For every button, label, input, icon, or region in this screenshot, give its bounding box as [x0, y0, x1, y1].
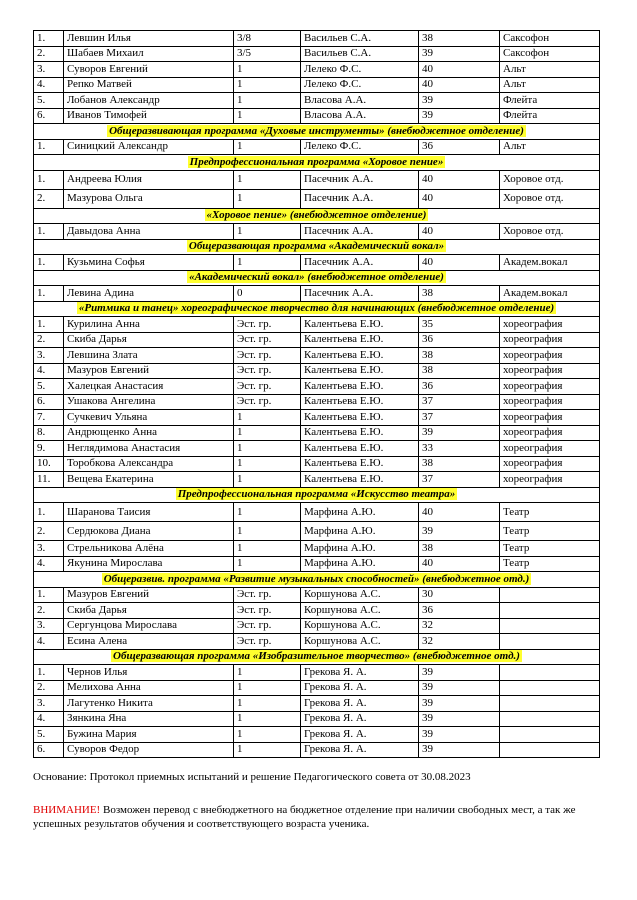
student-name-cell: Ушакова Ангелина [64, 394, 234, 410]
specialty-cell: Театр [500, 503, 600, 522]
row-number-cell: 1. [34, 224, 64, 240]
section-title: Предпрофессиональная программа «Хоровое пение» [189, 155, 444, 168]
specialty-cell [500, 742, 600, 758]
teacher-cell: Калентьева Е.Ю. [301, 317, 419, 333]
student-name-cell: Есина Алена [64, 634, 234, 650]
table-row [34, 742, 600, 758]
section-header-cell [34, 487, 600, 503]
specialty-cell [500, 665, 600, 681]
table-row [34, 727, 600, 743]
table-row [34, 379, 600, 395]
row-number-cell: 7. [34, 410, 64, 426]
score-cell: 38 [419, 456, 500, 472]
row-number-cell: 6. [34, 394, 64, 410]
specialty-cell: Флейта [500, 108, 600, 124]
score-cell: 40 [419, 170, 500, 189]
score-cell: 39 [419, 680, 500, 696]
score-cell: 38 [419, 363, 500, 379]
score-cell: 39 [419, 727, 500, 743]
teacher-cell: Грекова Я. А. [301, 680, 419, 696]
teacher-cell: Грекова Я. А. [301, 727, 419, 743]
specialty-cell: Хоровое отд. [500, 189, 600, 208]
student-name-cell: Зянкина Яна [64, 711, 234, 727]
student-name-cell: Шаранова Таисия [64, 503, 234, 522]
specialty-cell: Саксофон [500, 31, 600, 47]
table-row [34, 425, 600, 441]
specialty-cell [500, 680, 600, 696]
row-number-cell: 1. [34, 587, 64, 603]
row-number-cell: 5. [34, 379, 64, 395]
row-number-cell: 6. [34, 742, 64, 758]
grade-cell: Эст. гр. [234, 618, 301, 634]
grade-cell: 1 [234, 62, 301, 78]
student-name-cell: Курилина Анна [64, 317, 234, 333]
row-number-cell: 2. [34, 603, 64, 619]
grade-cell: 1 [234, 711, 301, 727]
row-number-cell: 2. [34, 332, 64, 348]
specialty-cell [500, 727, 600, 743]
table-row [34, 394, 600, 410]
row-number-cell: 3. [34, 618, 64, 634]
student-name-cell: Левина Адина [64, 286, 234, 302]
teacher-cell: Марфина А.Ю. [301, 556, 419, 572]
grade-cell: 1 [234, 139, 301, 155]
student-name-cell: Сердюкова Диана [64, 522, 234, 541]
table-row [34, 170, 600, 189]
score-cell: 38 [419, 31, 500, 47]
specialty-cell [500, 696, 600, 712]
grade-cell: 1 [234, 456, 301, 472]
teacher-cell: Пасечник А.А. [301, 170, 419, 189]
score-cell: 38 [419, 541, 500, 557]
row-number-cell: 1. [34, 170, 64, 189]
section-header-row [34, 487, 600, 503]
teacher-cell: Калентьева Е.Ю. [301, 348, 419, 364]
score-cell: 36 [419, 139, 500, 155]
teacher-cell: Васильев С.А. [301, 46, 419, 62]
score-cell: 37 [419, 472, 500, 488]
grade-cell: 1 [234, 696, 301, 712]
score-cell: 40 [419, 77, 500, 93]
specialty-cell [500, 603, 600, 619]
score-cell: 32 [419, 618, 500, 634]
student-name-cell: Мелихова Анна [64, 680, 234, 696]
teacher-cell: Калентьева Е.Ю. [301, 363, 419, 379]
student-name-cell: Синицкий Александр [64, 139, 234, 155]
teacher-cell: Коршунова А.С. [301, 634, 419, 650]
section-title: Общеразвающая программа «Изобразительное творчество» (внебюджетное отд.) [113, 650, 520, 663]
student-name-cell: Андрющенко Анна [64, 425, 234, 441]
teacher-cell: Власова А.А. [301, 93, 419, 109]
row-number-cell: 5. [34, 727, 64, 743]
score-cell: 39 [419, 665, 500, 681]
score-cell: 36 [419, 379, 500, 395]
table-row [34, 665, 600, 681]
row-number-cell: 3. [34, 62, 64, 78]
grade-cell: 1 [234, 665, 301, 681]
specialty-cell: хореография [500, 363, 600, 379]
row-number-cell: 1. [34, 139, 64, 155]
table-row [34, 618, 600, 634]
student-name-cell: Чернов Илья [64, 665, 234, 681]
score-cell: 40 [419, 255, 500, 271]
table-row [34, 541, 600, 557]
admission-list [33, 30, 599, 758]
row-number-cell: 3. [34, 696, 64, 712]
teacher-cell: Калентьева Е.Ю. [301, 472, 419, 488]
section-header-row [34, 649, 600, 665]
section-title: Общеразвивающая программа «Духовые инструменты» (внебюджетное отделение) [109, 124, 524, 137]
section-title: «Академический вокал» (внебюджетное отделение) [189, 271, 444, 284]
specialty-cell: хореография [500, 425, 600, 441]
row-number-cell: 9. [34, 441, 64, 457]
table-row [34, 286, 600, 302]
table-row [34, 680, 600, 696]
section-header-row [34, 208, 600, 224]
score-cell: 39 [419, 46, 500, 62]
section-header-cell [34, 270, 600, 286]
grade-cell: Эст. гр. [234, 394, 301, 410]
grade-cell: 1 [234, 680, 301, 696]
specialty-cell: Театр [500, 556, 600, 572]
table-row [34, 363, 600, 379]
score-cell: 39 [419, 522, 500, 541]
specialty-cell: Хоровое отд. [500, 170, 600, 189]
teacher-cell: Калентьева Е.Ю. [301, 425, 419, 441]
row-number-cell: 3. [34, 348, 64, 364]
score-cell: 36 [419, 603, 500, 619]
specialty-cell: Академ.вокал [500, 286, 600, 302]
section-title: Общеразвающая программа «Академический вокал» [188, 240, 445, 253]
grade-cell: 1 [234, 727, 301, 743]
specialty-cell: хореография [500, 379, 600, 395]
specialty-cell: хореография [500, 317, 600, 333]
score-cell: 40 [419, 62, 500, 78]
grade-cell: 1 [234, 255, 301, 271]
teacher-cell: Калентьева Е.Ю. [301, 441, 419, 457]
table-row [34, 224, 600, 240]
teacher-cell: Грекова Я. А. [301, 696, 419, 712]
grade-cell: 1 [234, 441, 301, 457]
specialty-cell: Театр [500, 541, 600, 557]
teacher-cell: Коршунова А.С. [301, 603, 419, 619]
specialty-cell: хореография [500, 456, 600, 472]
grade-cell: Эст. гр. [234, 317, 301, 333]
table-row [34, 503, 600, 522]
row-number-cell: 2. [34, 680, 64, 696]
score-cell: 39 [419, 742, 500, 758]
specialty-cell: Хоровое отд. [500, 224, 600, 240]
specialty-cell: хореография [500, 394, 600, 410]
score-cell: 33 [419, 441, 500, 457]
section-header-cell [34, 124, 600, 140]
table-row [34, 587, 600, 603]
teacher-cell: Грекова Я. А. [301, 665, 419, 681]
student-name-cell: Лобанов Александр [64, 93, 234, 109]
teacher-cell: Марфина А.Ю. [301, 522, 419, 541]
student-name-cell: Торобкова Александра [64, 456, 234, 472]
section-header-row [34, 301, 600, 317]
section-header-cell [34, 155, 600, 171]
basis-note: Основание: Протокол приемных испытаний и решение Педагогического совета от 30.08.2023 [33, 771, 471, 783]
specialty-cell: Саксофон [500, 46, 600, 62]
row-number-cell: 5. [34, 93, 64, 109]
table-row [34, 711, 600, 727]
section-header-cell [34, 301, 600, 317]
grade-cell: 1 [234, 77, 301, 93]
score-cell: 39 [419, 425, 500, 441]
table-row [34, 441, 600, 457]
score-cell: 40 [419, 189, 500, 208]
row-number-cell: 4. [34, 711, 64, 727]
score-cell: 37 [419, 394, 500, 410]
table-row [34, 456, 600, 472]
grade-cell: 1 [234, 742, 301, 758]
grade-cell: 3/5 [234, 46, 301, 62]
teacher-cell: Лелеко Ф.С. [301, 139, 419, 155]
table-row [34, 410, 600, 426]
teacher-cell: Марфина А.Ю. [301, 503, 419, 522]
grade-cell: 1 [234, 503, 301, 522]
row-number-cell: 3. [34, 541, 64, 557]
table-row [34, 255, 600, 271]
teacher-cell: Калентьева Е.Ю. [301, 410, 419, 426]
teacher-cell: Пасечник А.А. [301, 255, 419, 271]
student-name-cell: Неглядимова Анастасия [64, 441, 234, 457]
grade-cell: 1 [234, 189, 301, 208]
score-cell: 39 [419, 696, 500, 712]
grade-cell: 1 [234, 108, 301, 124]
grade-cell: 1 [234, 541, 301, 557]
student-name-cell: Андреева Юлия [64, 170, 234, 189]
specialty-cell: хореография [500, 441, 600, 457]
grade-cell: 1 [234, 170, 301, 189]
grade-cell: Эст. гр. [234, 332, 301, 348]
teacher-cell: Пасечник А.А. [301, 286, 419, 302]
student-name-cell: Сергунцова Мирослава [64, 618, 234, 634]
row-number-cell: 10. [34, 456, 64, 472]
specialty-cell: Альт [500, 139, 600, 155]
specialty-cell: Альт [500, 62, 600, 78]
student-name-cell: Якунина Мирослава [64, 556, 234, 572]
table-row [34, 332, 600, 348]
student-name-cell: Сучкевич Ульяна [64, 410, 234, 426]
row-number-cell: 4. [34, 556, 64, 572]
table-row [34, 603, 600, 619]
teacher-cell: Калентьева Е.Ю. [301, 394, 419, 410]
teacher-cell: Калентьева Е.Ю. [301, 332, 419, 348]
student-name-cell: Скиба Дарья [64, 603, 234, 619]
score-cell: 39 [419, 93, 500, 109]
grade-cell: Эст. гр. [234, 363, 301, 379]
section-header-row [34, 239, 600, 255]
specialty-cell: Театр [500, 522, 600, 541]
section-header-cell [34, 649, 600, 665]
row-number-cell: 4. [34, 77, 64, 93]
student-name-cell: Репко Матвей [64, 77, 234, 93]
warning-note [33, 803, 603, 831]
teacher-cell: Коршунова А.С. [301, 618, 419, 634]
section-header-cell [34, 572, 600, 588]
teacher-cell: Власова А.А. [301, 108, 419, 124]
table-row [34, 348, 600, 364]
student-name-cell: Халецкая Анастасия [64, 379, 234, 395]
grade-cell: Эст. гр. [234, 348, 301, 364]
teacher-cell: Калентьева Е.Ю. [301, 379, 419, 395]
row-number-cell: 1. [34, 255, 64, 271]
specialty-cell [500, 634, 600, 650]
row-number-cell: 11. [34, 472, 64, 488]
student-name-cell: Стрельникова Алёна [64, 541, 234, 557]
table-row [34, 522, 600, 541]
table-row [34, 634, 600, 650]
specialty-cell: хореография [500, 472, 600, 488]
score-cell: 38 [419, 286, 500, 302]
student-name-cell: Иванов Тимофей [64, 108, 234, 124]
row-number-cell: 1. [34, 665, 64, 681]
specialty-cell: хореография [500, 332, 600, 348]
row-number-cell: 1. [34, 286, 64, 302]
section-title: «Ритмика и танец» хореографическое творчество для начинающих (внебюджетное отделение) [78, 302, 555, 315]
row-number-cell: 2. [34, 522, 64, 541]
table-row [34, 31, 600, 47]
warning-label: ВНИМАНИЕ! [33, 804, 101, 816]
student-name-cell: Шабаев Михаил [64, 46, 234, 62]
grade-cell: 1 [234, 224, 301, 240]
student-name-cell: Скиба Дарья [64, 332, 234, 348]
student-name-cell: Мазуров Евгений [64, 587, 234, 603]
grade-cell: 3/8 [234, 31, 301, 47]
score-cell: 32 [419, 634, 500, 650]
specialty-cell: Академ.вокал [500, 255, 600, 271]
score-cell: 30 [419, 587, 500, 603]
row-number-cell: 8. [34, 425, 64, 441]
table-row [34, 62, 600, 78]
teacher-cell: Васильев С.А. [301, 31, 419, 47]
grade-cell: Эст. гр. [234, 634, 301, 650]
score-cell: 38 [419, 348, 500, 364]
table-row [34, 139, 600, 155]
warning-text: Возможен перевод с внебюджетного на бюджетное отделение при наличии свободных мест, а так же успешных результатов обучения и соответствующего возраста ученика. [33, 804, 576, 830]
student-name-cell: Суворов Евгений [64, 62, 234, 78]
specialty-cell: Альт [500, 77, 600, 93]
students-table-body [34, 31, 600, 758]
grade-cell: 1 [234, 410, 301, 426]
student-name-cell: Лагутенко Никита [64, 696, 234, 712]
student-name-cell: Мазуров Евгений [64, 363, 234, 379]
table-row [34, 46, 600, 62]
student-name-cell: Левшина Злата [64, 348, 234, 364]
teacher-cell: Грекова Я. А. [301, 711, 419, 727]
grade-cell: 0 [234, 286, 301, 302]
section-title: «Хоровое пение» (внебюджетное отделение) [206, 209, 427, 222]
table-row [34, 556, 600, 572]
score-cell: 35 [419, 317, 500, 333]
teacher-cell: Марфина А.Ю. [301, 541, 419, 557]
score-cell: 37 [419, 410, 500, 426]
specialty-cell [500, 711, 600, 727]
section-header-row [34, 572, 600, 588]
score-cell: 40 [419, 556, 500, 572]
specialty-cell: хореография [500, 348, 600, 364]
score-cell: 40 [419, 224, 500, 240]
grade-cell: Эст. гр. [234, 603, 301, 619]
row-number-cell: 1. [34, 503, 64, 522]
score-cell: 39 [419, 711, 500, 727]
teacher-cell: Коршунова А.С. [301, 587, 419, 603]
teacher-cell: Лелеко Ф.С. [301, 77, 419, 93]
teacher-cell: Пасечник А.А. [301, 189, 419, 208]
student-name-cell: Бужина Мария [64, 727, 234, 743]
row-number-cell: 1. [34, 31, 64, 47]
section-header-row [34, 270, 600, 286]
teacher-cell: Грекова Я. А. [301, 742, 419, 758]
section-header-row [34, 124, 600, 140]
grade-cell: Эст. гр. [234, 379, 301, 395]
score-cell: 40 [419, 503, 500, 522]
specialty-cell: хореография [500, 410, 600, 426]
grade-cell: 1 [234, 472, 301, 488]
grade-cell: 1 [234, 425, 301, 441]
section-header-cell [34, 239, 600, 255]
students-table [33, 30, 600, 758]
student-name-cell: Кузьмина Софья [64, 255, 234, 271]
row-number-cell: 4. [34, 634, 64, 650]
student-name-cell: Суворов Федор [64, 742, 234, 758]
student-name-cell: Вещева Екатерина [64, 472, 234, 488]
grade-cell: 1 [234, 93, 301, 109]
grade-cell: Эст. гр. [234, 587, 301, 603]
section-header-cell [34, 208, 600, 224]
table-row [34, 77, 600, 93]
table-row [34, 93, 600, 109]
teacher-cell: Пасечник А.А. [301, 224, 419, 240]
row-number-cell: 2. [34, 189, 64, 208]
row-number-cell: 2. [34, 46, 64, 62]
section-title: Общеразвив. программа «Развитие музыкальных способностей» (внебюджетное отд.) [103, 572, 530, 585]
table-row [34, 696, 600, 712]
row-number-cell: 1. [34, 317, 64, 333]
table-row [34, 189, 600, 208]
student-name-cell: Давыдова Анна [64, 224, 234, 240]
grade-cell: 1 [234, 556, 301, 572]
section-header-row [34, 155, 600, 171]
notes [33, 770, 603, 831]
table-row [34, 472, 600, 488]
student-name-cell: Левшин Илья [64, 31, 234, 47]
teacher-cell: Лелеко Ф.С. [301, 62, 419, 78]
score-cell: 36 [419, 332, 500, 348]
specialty-cell: Флейта [500, 93, 600, 109]
table-row [34, 108, 600, 124]
student-name-cell: Мазурова Ольга [64, 189, 234, 208]
row-number-cell: 4. [34, 363, 64, 379]
specialty-cell [500, 618, 600, 634]
section-title: Предпрофессиональная программа «Искусство театра» [177, 488, 456, 501]
specialty-cell [500, 587, 600, 603]
row-number-cell: 6. [34, 108, 64, 124]
teacher-cell: Калентьева Е.Ю. [301, 456, 419, 472]
grade-cell: 1 [234, 522, 301, 541]
table-row [34, 317, 600, 333]
score-cell: 39 [419, 108, 500, 124]
